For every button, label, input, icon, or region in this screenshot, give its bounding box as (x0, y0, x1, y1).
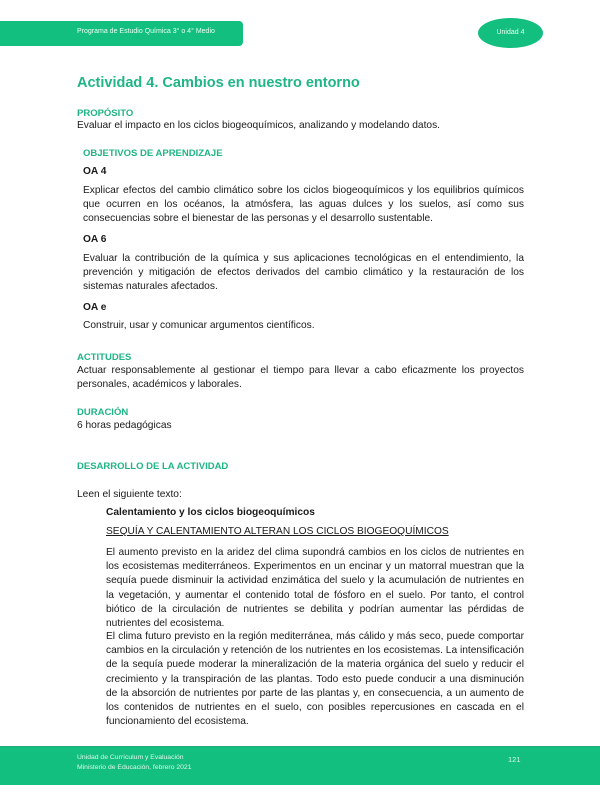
attitudes-text: Actuar responsablemente al gestionar el tiempo para llevar a cabo eficazmente los proyectos personales, académicos y laborales. (77, 365, 524, 391)
reading-paragraph: El clima futuro previsto en la región mediterránea, más cálido y más seco, puede comportar cambios en la circulación y retención de los nutrientes en los ecosistemas. La intensificación de la sequía puede moderar la mineralización de la materia orgánica del suelo y reducir el crecimiento y la transpiración de las plantas. Todo esto puede conducir a una disminución de la absorción de nutrientes por parte de las plantas y, en consecuencia, a un aumento de los contenidos de nutrientes en el suelo, con posibles repercusiones en cascada en el funcionamiento del ecosistema. (106, 631, 524, 728)
reading-title: Calentamiento y los ciclos biogeoquímicos (106, 507, 315, 518)
oa-text: Evaluar la contribución de la química y sus aplicaciones tecnológicas en el entendimiento, la prevención y mitigación de efectos derivados del cambio climático y la restauración de los sistemas naturales afectados. (83, 253, 524, 293)
attitudes-heading: ACTITUDES (77, 352, 132, 363)
page-number: 121 (508, 755, 521, 764)
reading-paragraph: El aumento previsto en la aridez del clima supondrá cambios en los ciclos de nutrientes en los ecosistemas mediterráneos. Experimentos en un encinar y un matorral muestran que la sequía puede disminuir la actividad enzimática del suelo y la acumulación de nutrientes en la vegetación, y aumentar el contenido total de fósforo en el suelo. Por tanto, el control biótico de la circulación de nutrientes se debilita y podrían aumentar las pérdidas de nutrientes del ecosistema. (106, 547, 524, 630)
oa-text: Construir, usar y comunicar argumentos científicos. (83, 320, 315, 331)
purpose-heading: PROPÓSITO (77, 108, 134, 119)
reading-subtitle: SEQUÍA Y CALENTAMIENTO ALTERAN LOS CICLOS BIOGEOQUÍMICOS (106, 526, 449, 537)
oa-label: OA 6 (83, 234, 107, 245)
header-bar (0, 21, 243, 46)
oa-label: OA e (83, 302, 107, 313)
program-title: Programa de Estudio Química 3° o 4° Medio (77, 28, 215, 35)
footer-ministry-date: Ministerio de Educación, febrero 2021 (77, 764, 192, 771)
oa-label: OA 4 (83, 166, 107, 177)
footer-bar (0, 746, 600, 785)
footer-department: Unidad de Currículum y Evaluación (77, 754, 184, 761)
unit-badge: Unidad 4 (478, 18, 543, 48)
development-intro: Leen el siguiente texto: (77, 489, 182, 500)
purpose-text: Evaluar el impacto en los ciclos biogeoquímicos, analizando y modelando datos. (77, 120, 440, 131)
duration-text: 6 horas pedagógicas (77, 420, 172, 431)
oa-text: Explicar efectos del cambio climático sobre los ciclos biogeoquímicos y los equilibrios químicos que ocurren en los océanos, la atmósfera, las aguas dulces y los suelos, así como sus consecuencias sobre el bienestar de las personas y el desarrollo sustentable. (83, 185, 524, 225)
development-heading: DESARROLLO DE LA ACTIVIDAD (77, 461, 229, 472)
activity-title: Actividad 4. Cambios en nuestro entorno (77, 75, 360, 91)
duration-heading: DURACIÓN (77, 407, 129, 418)
objectives-heading: OBJETIVOS DE APRENDIZAJE (83, 148, 223, 159)
